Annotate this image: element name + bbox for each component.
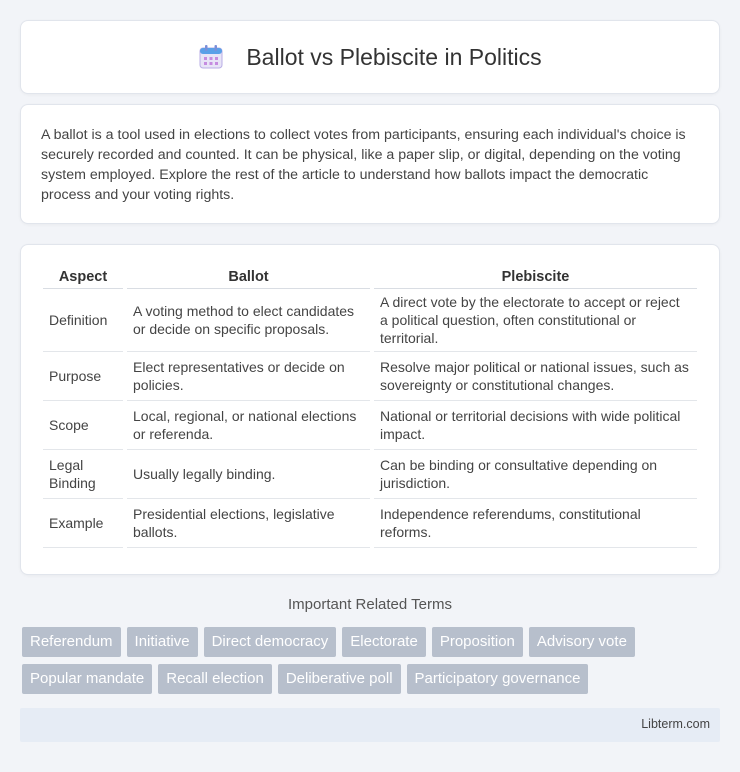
table-row — [43, 352, 697, 401]
tag-proposition[interactable]: Proposition — [432, 627, 523, 657]
tag-participatory-governance[interactable]: Participatory governance — [407, 664, 589, 694]
footer — [20, 708, 720, 742]
related-terms-title: Important Related Terms — [288, 596, 452, 613]
header-card — [20, 20, 720, 94]
comparison-table-card — [20, 244, 720, 575]
table-header-row — [43, 265, 697, 289]
table-cell: Can be binding or consultative depending on jurisdiction. — [374, 450, 697, 499]
intro-text: A ballot is a tool used in elections to collect votes from participants, ensuring each individual's choice is securely recorded and counted. It can be physical, like a paper slip, or digital, depending on the voting system employed. Explore the rest of the article to understand how ballots impact the democratic process and your voting rights. — [41, 127, 686, 203]
table-cell: A voting method to elect candidates or decide on specific proposals. — [127, 289, 370, 352]
table-cell: Independence referendums, constitutional reforms. — [374, 499, 697, 548]
table-row — [43, 289, 697, 352]
column-header-plebiscite: Plebiscite — [374, 265, 697, 289]
table-cell: Purpose — [43, 352, 123, 401]
tag-advisory-vote[interactable]: Advisory vote — [529, 627, 635, 657]
table-cell: A direct vote by the electorate to accept or reject a political question, often constitutional or territorial. — [374, 289, 697, 352]
table-cell: Legal Binding — [43, 450, 123, 499]
page-title: Ballot vs Plebiscite in Politics — [246, 43, 542, 70]
tag-initiative[interactable]: Initiative — [127, 627, 198, 657]
calendar-icon — [198, 44, 224, 70]
tag-recall-election[interactable]: Recall election — [158, 664, 272, 694]
tag-referendum[interactable]: Referendum — [22, 627, 121, 657]
table-row — [43, 401, 697, 450]
table-cell: Presidential elections, legislative ballots. — [127, 499, 370, 548]
column-header-ballot: Ballot — [127, 265, 370, 289]
table-row — [43, 450, 697, 499]
table-cell: Usually legally binding. — [127, 450, 370, 499]
table-cell: Elect representatives or decide on policies. — [127, 352, 370, 401]
table-cell: Scope — [43, 401, 123, 450]
comparison-table — [39, 265, 701, 548]
table-cell: Local, regional, or national elections or referenda. — [127, 401, 370, 450]
tag-deliberative-poll[interactable]: Deliberative poll — [278, 664, 401, 694]
intro-card — [20, 104, 720, 224]
tag-popular-mandate[interactable]: Popular mandate — [22, 664, 152, 694]
tag-electorate[interactable]: Electorate — [342, 627, 426, 657]
table-cell: Resolve major political or national issues, such as sovereignty or constitutional changes. — [374, 352, 697, 401]
column-header-aspect: Aspect — [43, 265, 123, 289]
table-cell: Example — [43, 499, 123, 548]
table-cell: National or territorial decisions with wide political impact. — [374, 401, 697, 450]
tag-direct-democracy[interactable]: Direct democracy — [204, 627, 337, 657]
related-terms-list — [22, 627, 722, 694]
table-cell: Definition — [43, 289, 123, 352]
footer-link[interactable]: Libterm.com — [641, 717, 710, 731]
table-row — [43, 499, 697, 548]
